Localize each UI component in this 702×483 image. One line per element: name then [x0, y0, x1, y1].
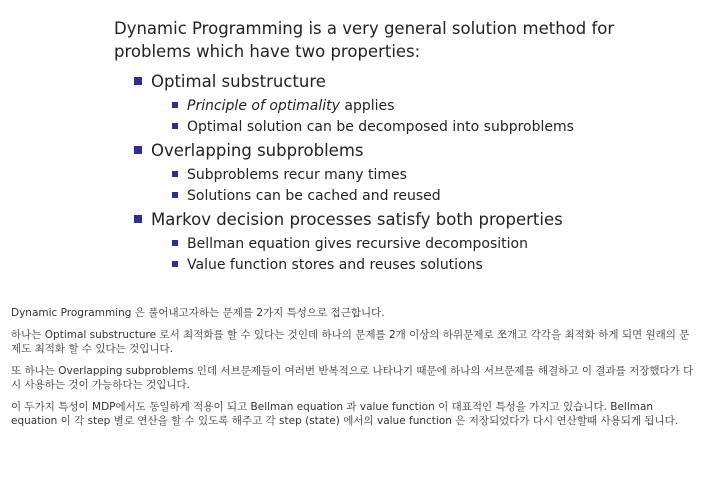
bullet-optimal-substructure	[134, 72, 326, 92]
subbullet-text: Value function stores and reuses solutions	[187, 257, 483, 273]
square-bullet-icon	[134, 77, 142, 85]
square-bullet-icon	[172, 102, 178, 108]
subbullet-text: Optimal solution can be decomposed into subproblems	[187, 119, 574, 135]
square-bullet-icon	[172, 192, 178, 198]
square-bullet-icon	[172, 123, 178, 129]
notes-paragraph: 하나는 Optimal substructure 로서 최적화를 할 수 있다는 것인데 하나의 문제를 2개 이상의 하위문제로 쪼개고 각각을 최적화 하게 되면 원래의 문제도 최적화 할 수 있다는 것입니다.	[11, 329, 690, 355]
bullet-label: Markov decision processes satisfy both properties	[151, 210, 563, 229]
subbullet-solutions-cached	[172, 187, 441, 205]
bullet-label: Overlapping subproblems	[151, 141, 364, 160]
notes-paragraph: 이 두가지 특성이 MDP에서도 동일하게 적용이 되고 Bellman equation 과 value function 이 대표적인 특성을 가지고 있습니다. Bellman equation 이 각 step 별로 연산을 할 수 있도록 해주고 각 step (state) 에서의 value function 은 저장되었다가 다시 연산할때 사용되게 됩니다.	[11, 401, 679, 427]
notes-text	[11, 306, 695, 436]
square-bullet-icon	[172, 240, 178, 246]
bullet-label: Optimal substructure	[151, 72, 326, 91]
bullet-markov-decision-processes	[134, 210, 563, 230]
slide-intro: Dynamic Programming is a very general solution method for problems which have two properties:	[114, 19, 615, 61]
notes-paragraph: 또 하나는 Overlapping subproblems 인데 서브문제들이 여러번 반복적으로 나타나기 때문에 하나의 서브문제를 해결하고 이 결과를 저장했다가 다시 사용하는 것이 가능하다는 것입니다.	[11, 365, 694, 391]
subbullet-text: Solutions can be cached and reused	[187, 188, 441, 204]
subbullet-optimal-solution	[172, 118, 574, 136]
subbullet-text: Subproblems recur many times	[187, 167, 407, 183]
subbullet-text: applies	[339, 98, 395, 114]
square-bullet-icon	[134, 146, 142, 154]
subbullet-text: Bellman equation gives recursive decomposition	[187, 236, 528, 252]
square-bullet-icon	[172, 261, 178, 267]
square-bullet-icon	[134, 215, 142, 223]
square-bullet-icon	[172, 171, 178, 177]
subbullet-principle-of-optimality	[172, 97, 394, 115]
subbullet-emphasis: Principle of optimality	[187, 98, 340, 114]
notes-paragraph: Dynamic Programming 은 풀어내고자하는 문제를 2가지 특성으로 접근합니다.	[11, 307, 385, 319]
subbullet-bellman-equation	[172, 235, 528, 253]
subbullet-value-function	[172, 256, 483, 274]
subbullet-subproblems-recur	[172, 166, 407, 184]
bullet-overlapping-subproblems	[134, 141, 364, 161]
